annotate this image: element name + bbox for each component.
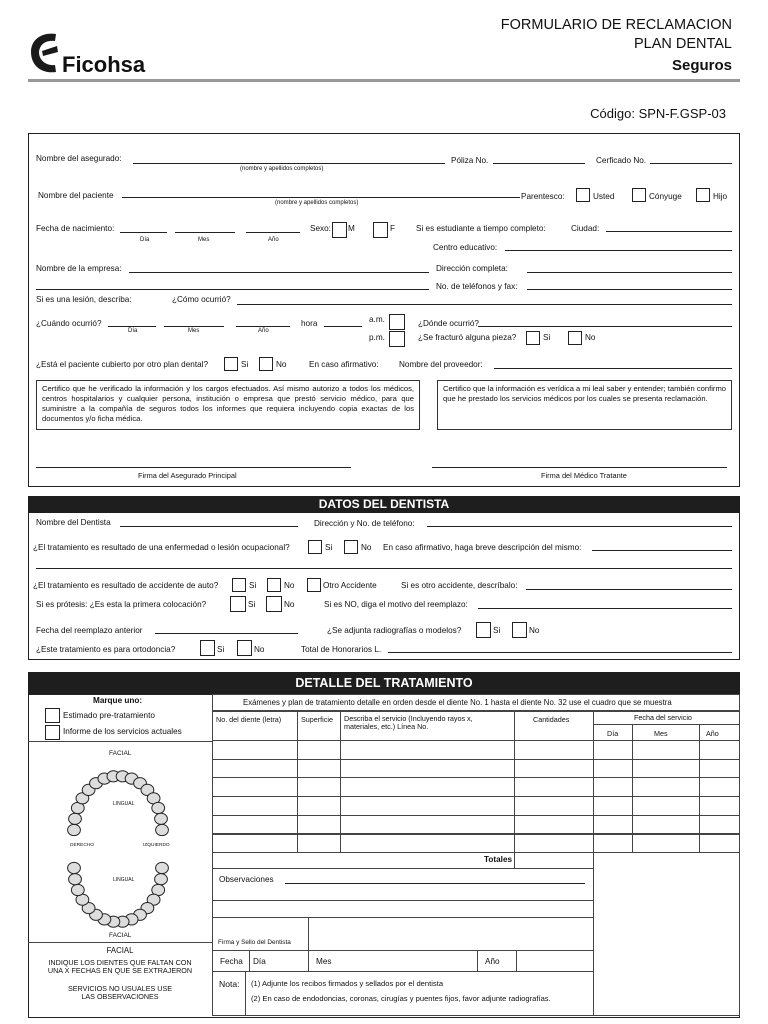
treatment-cell[interactable]: [340, 740, 515, 760]
radiografias-no-label: No: [529, 626, 540, 635]
tooth-icon: [71, 884, 84, 895]
estimado-label: Estimado pre-tratamiento: [63, 711, 155, 720]
cuando-anio-field[interactable]: [236, 326, 290, 327]
pm-label: p.m.: [369, 333, 385, 342]
facial-caption: FACIAL: [106, 946, 134, 955]
empresa-label: Nombre de la empresa:: [36, 264, 122, 273]
ocupacional-no-label: No: [361, 543, 372, 552]
ocupacional-si-label: Si: [325, 543, 333, 552]
treatment-cell[interactable]: [699, 796, 740, 816]
tooth-icon: [69, 813, 82, 824]
breve-label: En caso afirmativo, haga breve descripción del mismo:: [383, 543, 582, 552]
treatment-cell[interactable]: [340, 796, 515, 816]
cuando-mes-hint: Mes: [188, 328, 200, 334]
informe-label: Informe de los servicios actuales: [63, 727, 182, 736]
observaciones-field[interactable]: [285, 883, 585, 884]
form-title-1: FORMULARIO DE RECLAMACION: [500, 17, 732, 33]
cubierto-label: ¿Está el paciente cubierto por otro plan dental?: [36, 360, 209, 369]
ciudad-label: Ciudad:: [571, 224, 600, 233]
describalo-field[interactable]: [526, 589, 732, 590]
treatment-cell[interactable]: [297, 815, 341, 835]
derecho-label: DERECHO: [70, 843, 94, 848]
hijo-label: Hijo: [713, 192, 728, 201]
sexo-f-label: F: [390, 224, 396, 233]
cuando-anio-hint: Año: [258, 328, 269, 334]
radiografias-label: ¿Se adjunta radiografías o modelos?: [327, 626, 462, 635]
nac-anio-hint: Año: [268, 237, 279, 243]
tooth-icon: [155, 813, 168, 824]
proveedor-label: Nombre del proveedor:: [399, 360, 483, 369]
treatment-cell[interactable]: [340, 815, 515, 835]
form-code: Código: SPN-F.GSP-03: [590, 106, 726, 121]
treatment-cell[interactable]: [297, 759, 341, 779]
totales-label: Totales: [484, 855, 513, 864]
treatment-cell[interactable]: [593, 796, 633, 816]
treatment-cell[interactable]: [699, 834, 740, 854]
fecha-label: Fecha: [220, 957, 243, 966]
nota-label: Nota:: [219, 979, 240, 989]
observaciones-divider: [212, 900, 594, 901]
tooth-icon: [152, 802, 165, 813]
tooth-icon: [155, 874, 168, 885]
hijo-checkbox[interactable]: [696, 188, 710, 202]
nacimiento-label: Fecha de nacimiento:: [36, 224, 115, 233]
nac-dia-hint: Día: [140, 237, 150, 243]
col-anio-label: Año: [706, 729, 719, 738]
protesis-label: Si es prótesis: ¿Es esta la primera colocación?: [36, 600, 207, 609]
direccion-field[interactable]: [527, 272, 732, 273]
col-superficie-label: Superficie: [301, 715, 333, 724]
paciente-label: Nombre del paciente: [38, 191, 114, 200]
como-field[interactable]: [237, 304, 732, 305]
treatment-cell[interactable]: [297, 740, 341, 760]
col-diente-label: No. del diente (letra): [216, 715, 282, 724]
ortodoncia-si-label: Si: [217, 645, 225, 654]
treatment-cell[interactable]: [593, 759, 633, 779]
honorarios-label: Total de Honorarios L.: [301, 645, 382, 654]
col-describa-label: Describa el servicio (Incluyendo rayos x, materiales, etc.) Línea No.: [344, 714, 473, 732]
form-title-2: PLAN DENTAL: [633, 36, 732, 52]
treatment-cell[interactable]: [212, 815, 298, 835]
reemplazo-label: Fecha del reemplazo anterior: [36, 626, 143, 635]
centro-label: Centro educativo:: [433, 243, 498, 252]
fracturo-no-label: No: [585, 333, 596, 342]
breve-field-2[interactable]: [36, 568, 732, 569]
treatment-cell[interactable]: [212, 777, 298, 797]
informe-checkbox[interactable]: [45, 725, 60, 740]
ortodoncia-no-checkbox[interactable]: [237, 640, 252, 656]
treatment-cell[interactable]: [699, 740, 740, 760]
col-mes-label: Mes: [654, 729, 668, 738]
treatment-cell[interactable]: [297, 777, 341, 797]
treatment-cell[interactable]: [514, 777, 594, 797]
col-fecha-label: Fecha del servicio: [634, 713, 692, 722]
chart-bottom-divider: [28, 942, 212, 943]
teeth-chart: [38, 758, 198, 940]
poliza-label: Póliza No.: [451, 156, 489, 165]
treatment-cell[interactable]: [593, 777, 633, 797]
treatment-cell[interactable]: [297, 834, 341, 854]
breve-field[interactable]: [592, 550, 732, 551]
nac-anio-field[interactable]: [246, 232, 300, 233]
treatment-cell[interactable]: [593, 834, 633, 854]
paciente-hint: (nombre y apellidos completos): [275, 200, 359, 206]
motivo-field[interactable]: [478, 608, 732, 609]
treatment-cell[interactable]: [632, 796, 700, 816]
ocupacional-no-checkbox[interactable]: [344, 540, 358, 554]
ciudad-field[interactable]: [606, 231, 732, 232]
describalo-label: Si es otro accidente, descríbalo:: [401, 581, 518, 590]
sexo-m-checkbox[interactable]: [332, 222, 347, 238]
sexo-m-label: M: [348, 224, 355, 233]
afirmativo-label: En caso afirmativo:: [309, 360, 379, 369]
paciente-field[interactable]: [122, 197, 520, 198]
firma-sello-blank: [308, 917, 594, 951]
auto-no-label: No: [284, 581, 295, 590]
treatment-cell[interactable]: [514, 815, 594, 835]
claim-info-section: [28, 133, 740, 487]
nac-dia-field[interactable]: [120, 232, 167, 233]
cubierto-no-checkbox[interactable]: [259, 357, 273, 371]
nota-divider: [245, 971, 246, 1016]
sexo-f-checkbox[interactable]: [373, 222, 388, 238]
otro-accidente-label: Otro Accidente: [323, 581, 377, 590]
certificado-label: Cerficado No.: [596, 156, 647, 165]
otro-accidente-checkbox[interactable]: [307, 578, 321, 592]
honorarios-field[interactable]: [388, 652, 732, 653]
auto-si-checkbox[interactable]: [232, 578, 246, 592]
treatment-cell[interactable]: [632, 834, 700, 854]
treatment-cell[interactable]: [593, 815, 633, 835]
auto-label: ¿El tratamiento es resultado de accidente de auto?: [33, 581, 219, 590]
auto-no-checkbox[interactable]: [267, 578, 281, 592]
header-rule: [28, 79, 740, 82]
fecha-mes-cell[interactable]: [308, 950, 478, 972]
asegurado-field[interactable]: [133, 163, 445, 164]
tooth-icon: [68, 824, 81, 835]
radiografias-si-label: Si: [493, 626, 501, 635]
cuando-mes-field[interactable]: [164, 326, 224, 327]
ortodoncia-no-label: No: [254, 645, 265, 654]
direccion-label: Dirección completa:: [436, 264, 508, 273]
totales-row: [212, 852, 515, 869]
fecha-anio-label: Año: [485, 957, 500, 966]
treatment-cell[interactable]: [514, 740, 594, 760]
dentista-direccion-field[interactable]: [427, 526, 732, 527]
asegurado-hint: (nombre y apellidos completos): [240, 166, 324, 172]
asegurado-label: Nombre del asegurado:: [36, 154, 122, 163]
tooth-icon: [68, 862, 81, 873]
empresa-field-2[interactable]: [36, 289, 429, 290]
radiografias-si-checkbox[interactable]: [476, 622, 491, 638]
cuando-dia-field[interactable]: [108, 326, 156, 327]
treatment-cell[interactable]: [632, 740, 700, 760]
treatment-cell[interactable]: [212, 759, 298, 779]
lingual-bottom-label: LINGUAL: [113, 877, 135, 883]
estimado-checkbox[interactable]: [45, 708, 60, 723]
treatment-cell[interactable]: [340, 834, 515, 854]
motivo-label: Si es NO, diga el motivo del reemplazo:: [324, 600, 468, 609]
lesion-label: Si es una lesión, describa:: [36, 295, 132, 304]
treatment-cell[interactable]: [632, 759, 700, 779]
examenes-label: Exámenes y plan de tratamiento detalle en orden desde el diente No. 1 hasta el diente No. 32 use el cuadro que se muestra: [243, 698, 672, 707]
treatment-cell[interactable]: [297, 796, 341, 816]
estudiante-label: Si es estudiante a tiempo completo:: [416, 224, 546, 233]
treatment-cell[interactable]: [212, 796, 298, 816]
certification-asegurado: Certifico que he verificado la información y los cargos efectuados. Así mismo autorizo a todos los médicos, centros hospitalarios y cualquier persona, institución o empresa que prestó servicio médico, para que suministre a la compañía de seguros todos los informes que requiera incluyendo copia exactas de los documentos y/o ficha médica.: [36, 380, 420, 430]
izquierdo-label: IZQUIERDO: [143, 843, 170, 848]
como-label: ¿Cómo ocurrió?: [172, 295, 231, 304]
protesis-no-label: No: [284, 600, 295, 609]
logo-text: Ficohsa: [62, 52, 146, 77]
protesis-no-checkbox[interactable]: [266, 596, 282, 612]
auto-si-label: Si: [249, 581, 257, 590]
facial-bottom-label: FACIAL: [109, 932, 132, 939]
servicios-text: SERVICIOS NO USUALES USE LAS OBSERVACIONES: [67, 984, 173, 1002]
fracturo-no-checkbox[interactable]: [568, 331, 582, 345]
protesis-si-label: Si: [248, 600, 256, 609]
dentista-direccion-label: Dirección y No. de teléfono:: [314, 519, 415, 528]
firma-asegurado-line[interactable]: [36, 467, 351, 468]
cubierto-no-label: No: [276, 360, 287, 369]
treatment-cell[interactable]: [632, 815, 700, 835]
dentista-header: DATOS DEL DENTISTA: [28, 496, 740, 513]
tratamiento-header: DETALLE DEL TRATAMIENTO: [28, 672, 740, 694]
fracturo-si-label: Si: [543, 333, 551, 342]
hora-field[interactable]: [324, 326, 362, 327]
cubierto-si-label: Si: [241, 360, 249, 369]
cuando-dia-hint: Día: [128, 328, 138, 334]
am-label: a.m.: [369, 315, 385, 324]
cubierto-si-checkbox[interactable]: [224, 357, 238, 371]
observaciones-label: Observaciones: [219, 875, 274, 884]
nac-mes-hint: Mes: [198, 237, 210, 243]
tooth-icon: [69, 874, 82, 885]
treatment-cell[interactable]: [699, 759, 740, 779]
treatment-cell[interactable]: [514, 759, 594, 779]
firma-sello-label: Firma y Sello del Dentista: [218, 939, 291, 946]
col-cantidades-label: Cantidades: [533, 715, 570, 724]
sexo-label: Sexo:: [310, 224, 331, 233]
treatment-cell[interactable]: [340, 777, 515, 797]
cuando-label: ¿Cuándo ocurrió?: [36, 319, 102, 328]
ortodoncia-si-checkbox[interactable]: [200, 640, 215, 656]
treatment-cell[interactable]: [514, 796, 594, 816]
form-title-3: Seguros: [671, 57, 732, 74]
treatment-cell[interactable]: [212, 740, 298, 760]
treatment-cell[interactable]: [699, 815, 740, 835]
usted-checkbox[interactable]: [576, 188, 590, 202]
hora-label: hora: [301, 319, 318, 328]
treatment-cell[interactable]: [699, 777, 740, 797]
conyuge-checkbox[interactable]: [632, 188, 646, 202]
ocupacional-si-checkbox[interactable]: [308, 540, 322, 554]
pm-checkbox[interactable]: [389, 331, 405, 347]
nota-1: (1) Adjunte los recibos firmados y sellados por el dentista: [251, 979, 444, 988]
nota-2: (2) En caso de endodoncias, coronas, cirugías y puentes fijos, favor adjunte radiografías.: [251, 994, 551, 1003]
marque-label: Marque uno:: [93, 696, 143, 705]
nac-mes-field[interactable]: [175, 232, 235, 233]
indique-text: INDIQUE LOS DIENTES QUE FALTAN CON UNA X FECHAS EN QUE SE EXTRAJERON: [47, 958, 193, 976]
donde-field[interactable]: [478, 326, 732, 327]
fecha-dia-label: Día: [253, 957, 266, 966]
ortodoncia-label: ¿Este tratamiento es para ortodoncia?: [36, 645, 176, 654]
treatment-cell[interactable]: [340, 759, 515, 779]
dentista-nombre-field[interactable]: [120, 526, 298, 527]
donde-label: ¿Dónde ocurrió?: [418, 319, 479, 328]
treatment-cell[interactable]: [514, 834, 594, 854]
am-checkbox[interactable]: [389, 314, 405, 330]
firma-medico-label: Firma del Médico Tratante: [541, 471, 627, 480]
certification-medico: Certifico que la información es verídica a mi leal saber y entender; también confirmo que he prestado los servicios médicos por los cuales se presenta reclamación.: [437, 380, 732, 430]
dentista-nombre-label: Nombre del Dentista: [36, 518, 111, 527]
col-dia-label: Día: [607, 729, 619, 738]
firma-asegurado-label: Firma del Asegurado Principal: [138, 471, 237, 480]
usted-label: Usted: [593, 192, 615, 201]
telefonos-field[interactable]: [527, 289, 732, 290]
tooth-icon: [156, 862, 169, 873]
totales-cantidad[interactable]: [514, 852, 594, 869]
telefonos-label: No. de teléfonos y fax:: [436, 282, 518, 291]
empresa-field[interactable]: [129, 272, 429, 273]
centro-field[interactable]: [505, 250, 732, 251]
reemplazo-field[interactable]: [155, 633, 298, 634]
lingual-top-label: LINGUAL: [113, 801, 135, 807]
fecha-blank: [516, 950, 594, 972]
parentesco-label: Parentesco:: [521, 192, 565, 201]
fracturo-si-checkbox[interactable]: [526, 331, 540, 345]
firma-medico-line[interactable]: [432, 467, 727, 468]
radiografias-no-checkbox[interactable]: [512, 622, 527, 638]
certificado-field[interactable]: [650, 163, 732, 164]
right-blank-area: [593, 852, 740, 1016]
treatment-cell[interactable]: [632, 777, 700, 797]
ocupacional-label: ¿El tratamiento es resultado de una enfermedad o lesión ocupacional?: [33, 543, 290, 552]
fecha-mes-label: Mes: [316, 957, 332, 966]
fracturo-label: ¿Se fracturó alguna pieza?: [418, 333, 517, 342]
poliza-field[interactable]: [493, 163, 585, 164]
tooth-icon: [156, 824, 169, 835]
facial-top-label: FACIAL: [109, 750, 132, 757]
proveedor-field[interactable]: [494, 368, 732, 369]
treatment-cell[interactable]: [593, 740, 633, 760]
left-divider: [28, 741, 212, 742]
protesis-si-checkbox[interactable]: [230, 596, 246, 612]
conyuge-label: Cónyuge: [649, 192, 682, 201]
treatment-cell[interactable]: [212, 834, 298, 854]
